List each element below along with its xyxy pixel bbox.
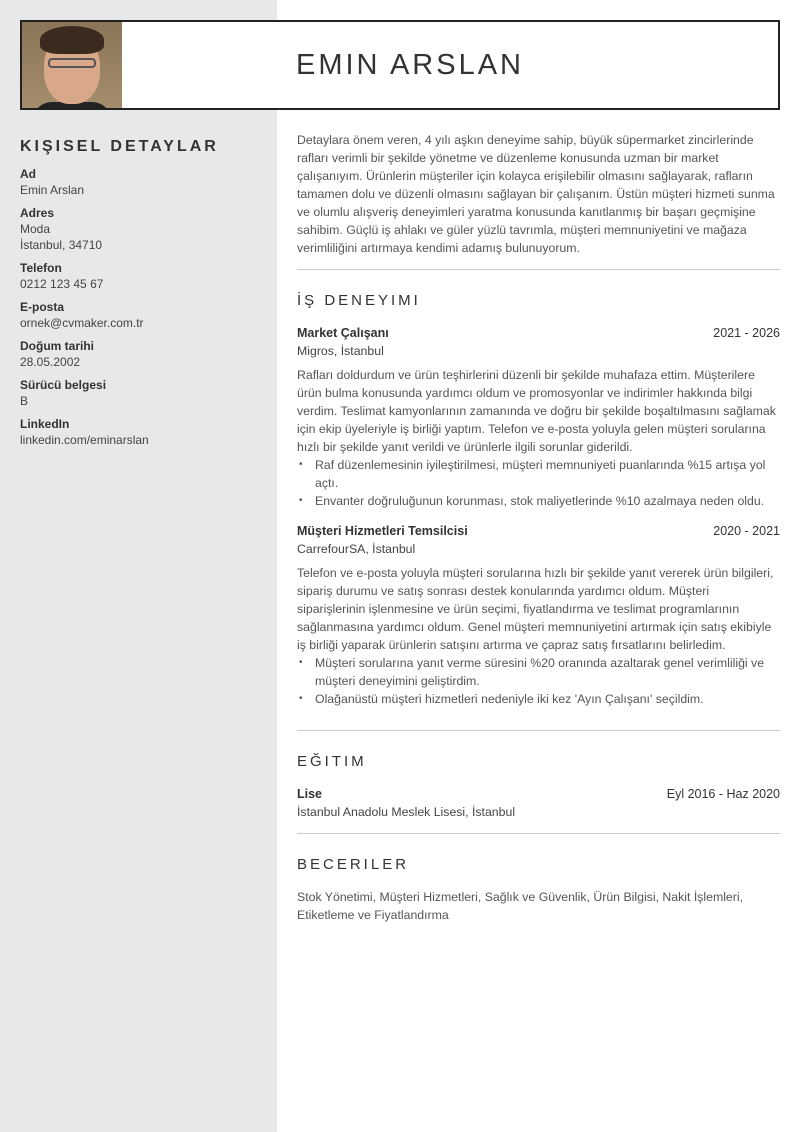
job-dates: 2020 - 2021 bbox=[713, 524, 780, 538]
detail-value: Emin Arslan bbox=[20, 183, 85, 197]
main-content bbox=[297, 131, 780, 924]
profile-photo bbox=[22, 22, 122, 108]
detail-item bbox=[20, 416, 260, 448]
education-title: EĞITIM bbox=[297, 753, 367, 770]
summary: Detaylara önem veren, 4 yılı aşkın deneyime sahip, büyük süpermarket zincirlerinde rafları verimli bir şekilde yönetme ve düzenleme konusunda uzman bir market çalışanıyım. Ürünlerin müşteriler için kolayca erişilebilir olmasını sağlayarak, rafların tamamen dolu ve düzenli olmasını sağlayan bir çalışanım. Üstün müşteri hizmeti sunma ve olumlu alışveriş deneyimleri yaratma konusunda kanıtlanmış bir başarı geçmişine sahibim. Güçlü iş ahlakı ve güler yüzlü tavrımla, müşteri memnuniyetini ve mağaza verimliliğini artırmaya kendimi adamış bulunuyorum. bbox=[297, 133, 775, 255]
detail-label: Adres bbox=[20, 206, 55, 220]
detail-label: E-posta bbox=[20, 300, 65, 314]
education-item bbox=[297, 785, 780, 803]
detail-value: ornek@cvmaker.com.tr bbox=[20, 316, 144, 330]
job-bullets bbox=[297, 654, 780, 708]
detail-item bbox=[20, 377, 260, 409]
job-description: Telefon ve e-posta yoluyla müşteri sorularına hızlı bir şekilde yanıt vererek ürün bilgileri, sipariş durumu ve satış sonrası destek konularında yardımcı oldum. Müşteri siparişlerinin işlenmesine ve ürün seçimi, fiyatlandırma ve teslimat programlarının sağlanmasına yardımcı oldum. Genel müşteri memnuniyetini artırmak için satış ekibiyle iş birliği yaparak ürünlerin satışını artırma ve çapraz satış fırsatlarını belirledim. bbox=[297, 566, 774, 652]
job-title: Müşteri Hizmetleri Temsilcisi bbox=[297, 524, 468, 538]
detail-label: Telefon bbox=[20, 261, 62, 275]
job-title: Market Çalışanı bbox=[297, 326, 389, 340]
skills-text: Stok Yönetimi, Müşteri Hizmetleri, Sağlık ve Güvenlik, Ürün Bilgisi, Nakit İşlemleri, Etiketleme ve Fiyatlandırma bbox=[297, 890, 744, 922]
education-dates: Eyl 2016 - Haz 2020 bbox=[666, 787, 780, 801]
skills-title: BECERILER bbox=[297, 856, 410, 873]
detail-value: 0212 123 45 67 bbox=[20, 277, 104, 291]
personal-details bbox=[20, 138, 260, 455]
bullet-item: • Raf düzenlemesinin iyileştirilmesi, müşteri memnuniyeti puanlarında %15 artışa yol açtı. bbox=[297, 456, 780, 492]
detail-item bbox=[20, 205, 260, 253]
bullet-item: • Envanter doğruluğunun korunması, stok maliyetlerinde %10 azalmaya neden oldu. bbox=[297, 492, 780, 510]
detail-value: B bbox=[20, 394, 29, 408]
detail-item bbox=[20, 260, 260, 292]
detail-label: Doğum tarihi bbox=[20, 339, 94, 353]
job-bullets bbox=[297, 456, 780, 510]
job-description: Rafları doldurdum ve ürün teşhirlerini düzenli bir şekilde muhafaza ettim. Müşterilere ürün bulma konusunda yardımcı oldum ve promosyonlar ve indirimler hakkında bilgi verdim. Teslimat kamyonlarının zamanında ve doğru bir şekilde boşaltılmasını sağlamak için ekip üyeleriyle iş birliği yaptım. Telefon ve e-posta yoluyla gelen müşteri sorularına hızlı bir şekilde yanıt verildi ve ürünlerle ilgili sorunlar giderildi. bbox=[297, 368, 776, 454]
degree: Lise bbox=[297, 787, 323, 801]
detail-value: linkedin.com/eminarslan bbox=[20, 433, 149, 447]
job-entry bbox=[297, 522, 780, 708]
job-entry bbox=[297, 324, 780, 510]
detail-value: İstanbul, 34710 bbox=[20, 238, 103, 252]
detail-item bbox=[20, 338, 260, 370]
detail-label: Ad bbox=[20, 167, 36, 181]
divider bbox=[297, 730, 780, 731]
job-company: CarrefourSA, İstanbul bbox=[297, 542, 416, 556]
detail-label: Sürücü belgesi bbox=[20, 378, 107, 392]
bullet-item: • Müşteri sorularına yanıt verme süresini %20 oranında azaltarak genel verimliliği ve müşteri deneyimini geliştirdim. bbox=[297, 654, 780, 690]
header bbox=[20, 20, 780, 110]
detail-value: Moda bbox=[20, 222, 51, 236]
job-company: Migros, İstanbul bbox=[297, 344, 384, 358]
job-dates: 2021 - 2026 bbox=[713, 326, 780, 340]
candidate-name: EMIN ARSLAN bbox=[296, 48, 524, 81]
detail-label: LinkedIn bbox=[20, 417, 70, 431]
personal-details-title: KIŞISEL DETAYLAR bbox=[20, 138, 219, 155]
divider bbox=[297, 269, 780, 270]
detail-item bbox=[20, 299, 260, 331]
divider bbox=[297, 833, 780, 834]
bullet-item: • Olağanüstü müşteri hizmetleri nedeniyle iki kez 'Ayın Çalışanı' seçildim. bbox=[297, 690, 780, 708]
detail-item bbox=[20, 166, 260, 198]
detail-value: 28.05.2002 bbox=[20, 355, 81, 369]
school: İstanbul Anadolu Meslek Lisesi, İstanbul bbox=[297, 805, 516, 819]
experience-title: İŞ DENEYIMI bbox=[297, 292, 421, 309]
